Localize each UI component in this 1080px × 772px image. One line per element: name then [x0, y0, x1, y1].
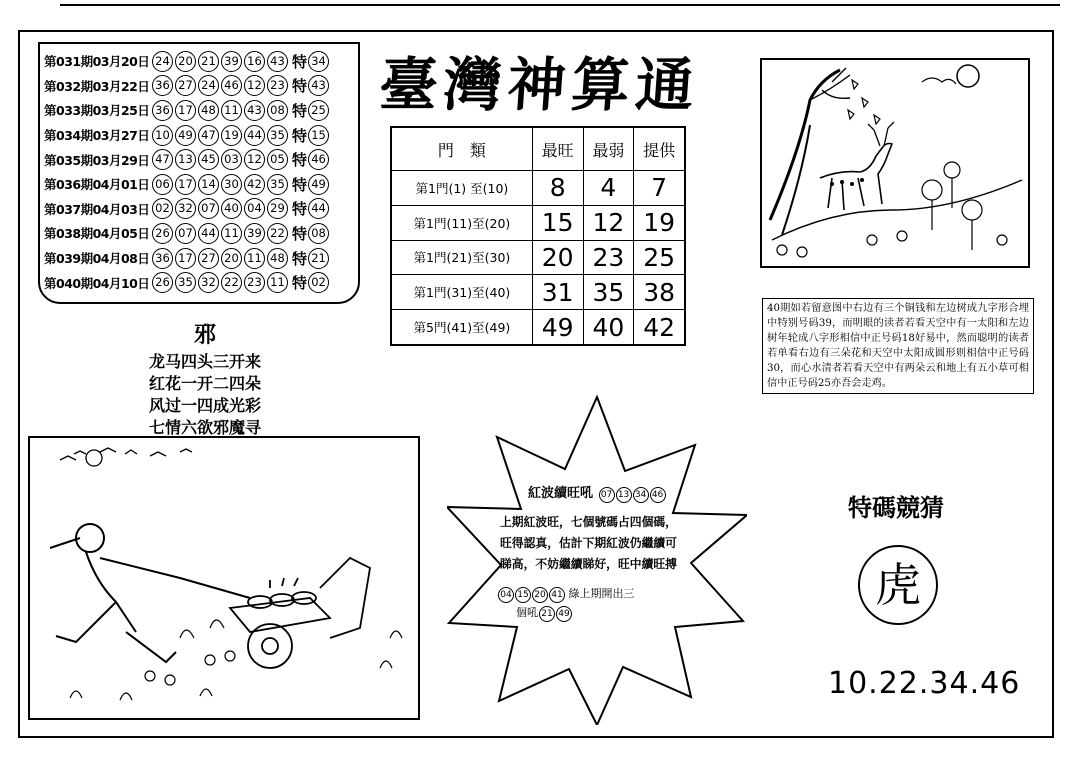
number-ball: 04: [244, 198, 265, 219]
table-cell-category: 第1門(21)至(30): [391, 240, 532, 275]
history-row: [44, 172, 354, 197]
number-ball: 35: [267, 174, 288, 195]
special-marker: 特: [292, 175, 308, 194]
table-cell-category: 第1門(31)至(40): [391, 275, 532, 310]
history-row-label: 第039期04月08日: [44, 251, 150, 267]
top-border-line: [60, 0, 1060, 6]
number-ball: 03: [221, 149, 242, 170]
number-ball: 27: [198, 248, 219, 269]
number-ball: 17: [175, 174, 196, 195]
number-ball: 45: [198, 149, 219, 170]
guess-animal-badge: 虎: [858, 545, 938, 625]
special-number-ball: 34: [308, 51, 329, 72]
special-number-ball: 21: [308, 248, 329, 269]
table-cell: 40: [583, 310, 634, 345]
table-header: 提供: [634, 127, 685, 171]
number-ball: 23: [244, 272, 265, 293]
number-ball: 24: [198, 75, 219, 96]
number-ball: 20: [175, 51, 196, 72]
number-ball: 49: [556, 606, 572, 622]
table-header: 最弱: [583, 127, 634, 171]
special-number-ball: 44: [308, 198, 329, 219]
number-ball: 46: [650, 487, 666, 503]
history-row-label: 第033期03月25日: [44, 103, 150, 119]
history-row-label: 第034期03月27日: [44, 128, 150, 144]
history-row: [44, 246, 354, 271]
table-cell: 4: [583, 171, 634, 206]
number-ball: 48: [267, 248, 288, 269]
table-cell: 31: [532, 275, 583, 310]
special-marker: 特: [292, 126, 308, 145]
history-row-label: 第032期03月22日: [44, 78, 150, 94]
number-ball: 02: [152, 198, 173, 219]
number-ball: 21: [539, 606, 555, 622]
page-title: 臺灣神算通: [377, 51, 703, 119]
number-ball: 07: [175, 223, 196, 244]
burst-last-line: [516, 604, 572, 622]
history-row: [44, 98, 354, 123]
note-text: 40期如若留意图中右边有三个铜钱和左边树成九字形合埋中特别号码39，而明眼的读者若看天空中有一太阳和左边树年轮成八字形相信中正号码18好易中，然而聪明的读者若单看右边有三朵花和天空中太阳成圆形则相信中正号码30，而心水清者若看天空中有两朵云和地上有五小草可相信中正号码25亦吾会走鸡。: [762, 298, 1034, 394]
table-cell: 42: [634, 310, 685, 345]
number-ball: 24: [152, 51, 173, 72]
number-ball: 44: [198, 223, 219, 244]
special-marker: 特: [292, 101, 308, 120]
poem-title: 邪: [193, 323, 216, 348]
number-ball: 04: [498, 587, 514, 603]
number-ball: 17: [175, 248, 196, 269]
number-ball: 22: [267, 223, 288, 244]
table-cell: 38: [634, 275, 685, 310]
category-table: [390, 126, 686, 346]
history-row-label: 第035期03月29日: [44, 152, 150, 168]
table-cell: 12: [583, 205, 634, 240]
number-ball: 06: [152, 174, 173, 195]
table-cell: 8: [532, 171, 583, 206]
special-number-ball: 49: [308, 174, 329, 195]
special-marker: 特: [292, 151, 308, 170]
poem-line: 龙马四头三开来: [148, 352, 261, 371]
table-cell: 35: [583, 275, 634, 310]
table-cell: 23: [583, 240, 634, 275]
number-ball: 15: [515, 587, 531, 603]
number-ball: 35: [267, 125, 288, 146]
deer-scene-icon: [762, 60, 1028, 266]
poem-line: 七情六欲邪魔寻: [148, 418, 261, 437]
history-row-label: 第031期03月20日: [44, 54, 150, 70]
history-row: [44, 197, 354, 222]
number-ball: 39: [244, 223, 265, 244]
number-ball: 05: [267, 149, 288, 170]
number-ball: 10: [152, 125, 173, 146]
poem-line: 风过一四成光彩: [148, 396, 261, 415]
special-number-ball: 43: [308, 75, 329, 96]
number-ball: 11: [221, 100, 242, 121]
burst-body-text: 上期紅波旺，七個號碼占四個碼，旺得認真，估計下期紅波仍繼續可睇高，不妨繼續睇好，旺中續旺搏: [500, 515, 677, 571]
poem-block: [110, 318, 300, 439]
table-header: 門 類: [391, 127, 532, 171]
number-ball: 13: [175, 149, 196, 170]
table-row: [391, 171, 685, 206]
number-ball: 07: [198, 198, 219, 219]
number-ball: 27: [175, 75, 196, 96]
history-row: [44, 147, 354, 172]
number-ball: 36: [152, 75, 173, 96]
special-number-ball: 25: [308, 100, 329, 121]
history-row: [44, 123, 354, 148]
number-ball: 08: [267, 100, 288, 121]
table-cell: 20: [532, 240, 583, 275]
guess-title: 特碼競猜: [848, 494, 944, 522]
number-ball: 44: [244, 125, 265, 146]
special-marker: 特: [292, 224, 308, 243]
number-ball: 11: [221, 223, 242, 244]
table-row: [391, 310, 685, 345]
number-ball: 48: [198, 100, 219, 121]
number-ball: 35: [175, 272, 196, 293]
special-number-ball: 15: [308, 125, 329, 146]
number-ball: 12: [244, 149, 265, 170]
number-ball: 46: [221, 75, 242, 96]
history-row: [44, 74, 354, 99]
number-ball: 36: [152, 248, 173, 269]
special-marker: 特: [292, 274, 308, 293]
history-row: [44, 221, 354, 246]
number-ball: 49: [175, 125, 196, 146]
cart-illustration: [28, 436, 420, 720]
number-ball: 20: [532, 587, 548, 603]
table-header-row: [391, 127, 685, 171]
man-cart-scene-icon: [30, 438, 418, 718]
number-ball: 11: [267, 272, 288, 293]
number-ball: 32: [175, 198, 196, 219]
table-header: 最旺: [532, 127, 583, 171]
number-ball: 20: [221, 248, 242, 269]
number-ball: 17: [175, 100, 196, 121]
number-ball: 39: [221, 51, 242, 72]
number-ball: 13: [616, 487, 632, 503]
number-ball: 11: [244, 248, 265, 269]
special-number-ball: 08: [308, 223, 329, 244]
number-ball: 22: [221, 272, 242, 293]
number-ball: 21: [198, 51, 219, 72]
history-row-label: 第038期04月05日: [44, 226, 150, 242]
deer-illustration: [760, 58, 1030, 268]
history-panel: [38, 42, 360, 304]
history-row-label: 第036期04月01日: [44, 177, 150, 193]
number-ball: 40: [221, 198, 242, 219]
table-cell-category: 第5門(41)至(49): [391, 310, 532, 345]
history-row-label: 第037期04月03日: [44, 201, 150, 217]
number-ball: 29: [267, 198, 288, 219]
history-row-label: 第040期04月10日: [44, 275, 150, 291]
table-cell-category: 第1門(1) 至(10): [391, 171, 532, 206]
table-row: [391, 275, 685, 310]
number-ball: 16: [244, 51, 265, 72]
burst-title-text: 紅波續旺吼: [528, 486, 594, 501]
number-ball: 47: [152, 149, 173, 170]
table-row: [391, 205, 685, 240]
table-cell: 15: [532, 205, 583, 240]
number-ball: 43: [244, 100, 265, 121]
special-number-ball: 02: [308, 272, 329, 293]
burst-green-line: [497, 585, 635, 603]
table-cell-category: 第1門(11)至(20): [391, 205, 532, 240]
special-marker: 特: [292, 249, 308, 268]
table-cell: 49: [532, 310, 583, 345]
burst-last-prefix: 個吼: [516, 606, 538, 619]
number-ball: 30: [221, 174, 242, 195]
number-ball: 41: [549, 587, 565, 603]
number-ball: 23: [267, 75, 288, 96]
special-marker: 特: [292, 52, 308, 71]
number-ball: 26: [152, 272, 173, 293]
number-ball: 19: [221, 125, 242, 146]
table-row: [391, 240, 685, 275]
number-ball: 12: [244, 75, 265, 96]
number-ball: 26: [152, 223, 173, 244]
number-ball: 34: [633, 487, 649, 503]
number-ball: 36: [152, 100, 173, 121]
number-ball: 14: [198, 174, 219, 195]
special-marker: 特: [292, 200, 308, 219]
table-cell: 19: [634, 205, 685, 240]
history-row: [44, 270, 354, 295]
poem-line: 红花一开二四朵: [148, 374, 261, 393]
number-ball: 32: [198, 272, 219, 293]
table-cell: 25: [634, 240, 685, 275]
number-ball: 47: [198, 125, 219, 146]
table-cell: 7: [634, 171, 685, 206]
number-ball: 43: [267, 51, 288, 72]
history-row: [44, 49, 354, 74]
special-number-ball: 46: [308, 149, 329, 170]
number-ball: 42: [244, 174, 265, 195]
guess-numbers: 10.22.34.46: [828, 666, 1021, 701]
burst-green-text: 綠上期開出三: [568, 587, 635, 600]
special-marker: 特: [292, 77, 308, 96]
burst-title: [528, 482, 666, 503]
number-ball: 07: [599, 487, 615, 503]
